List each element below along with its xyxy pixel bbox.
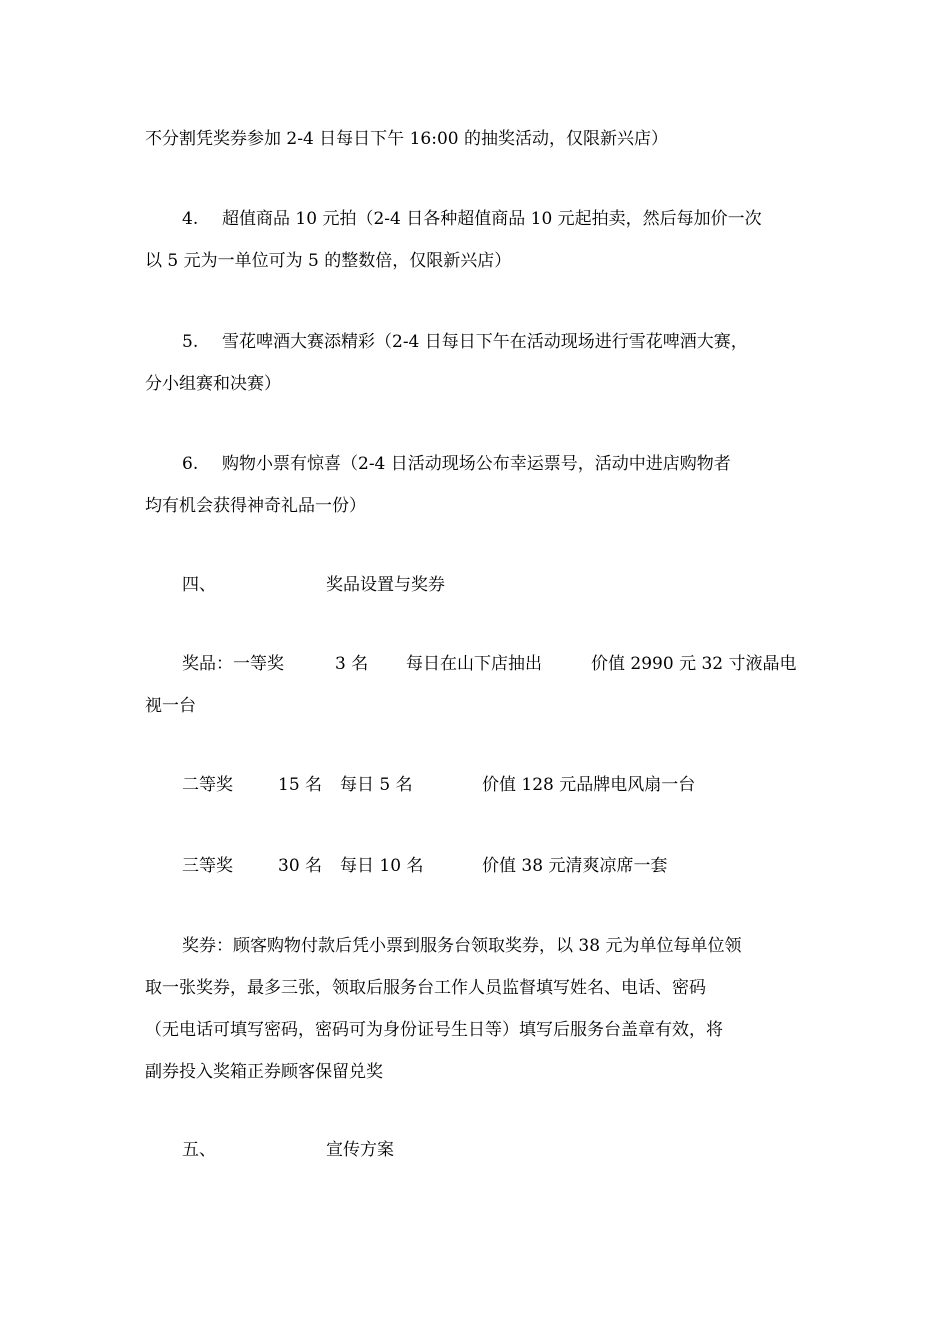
item-6-line-1: 购物小票有惊喜（2-4 日活动现场公布幸运票号，活动中进店购物者 — [222, 454, 731, 474]
item-6-line-2: 均有机会获得神奇礼品一份） — [145, 496, 366, 516]
item-5-number: 5. — [182, 332, 199, 352]
first-prize-schedule: 每日在山下店抽出 — [406, 654, 542, 674]
second-prize-label: 二等奖 — [182, 775, 233, 795]
second-prize-count: 15 名 — [278, 775, 323, 795]
item-6-number: 6. — [182, 454, 199, 474]
voucher-line-4: 副券投入奖箱正券顾客保留兑奖 — [145, 1062, 383, 1082]
third-prize-label: 三等奖 — [182, 856, 233, 876]
second-prize-value: 价值 128 元品牌电风扇一台 — [482, 775, 696, 795]
first-prize-label: 奖品：一等奖 — [182, 654, 284, 674]
section-5-title: 宣传方案 — [326, 1140, 394, 1160]
voucher-line-2: 取一张奖券，最多三张，领取后服务台工作人员监督填写姓名、电话、密码 — [145, 978, 706, 998]
item-4-line-2: 以 5 元为一单位可为 5 的整数倍，仅限新兴店） — [145, 251, 512, 271]
first-prize-value: 价值 2990 元 32 寸液晶电 — [591, 654, 797, 674]
voucher-line-1: 奖券：顾客购物付款后凭小票到服务台领取奖券，以 38 元为单位每单位领 — [182, 936, 742, 956]
section-4-title: 奖品设置与奖券 — [326, 575, 445, 595]
section-4-number: 四、 — [182, 575, 216, 595]
third-prize-count: 30 名 — [278, 856, 323, 876]
first-prize-value-continuation: 视一台 — [145, 696, 196, 716]
item-5-line-2: 分小组赛和决赛） — [145, 374, 281, 394]
second-prize-schedule: 每日 5 名 — [340, 775, 413, 795]
third-prize-schedule: 每日 10 名 — [340, 856, 424, 876]
first-prize-count: 3 名 — [335, 654, 369, 674]
section-5-number: 五、 — [182, 1140, 216, 1160]
third-prize-value: 价值 38 元清爽凉席一套 — [482, 856, 668, 876]
item-4-number: 4. — [182, 209, 199, 229]
item-4-line-1: 超值商品 10 元拍（2-4 日各种超值商品 10 元起拍卖，然后每加价一次 — [222, 209, 762, 229]
item-5-line-1: 雪花啤酒大赛添精彩（2-4 日每日下午在活动现场进行雪花啤酒大赛， — [222, 332, 748, 352]
item-3-continuation: 不分割凭奖券参加 2-4 日每日下午 16:00 的抽奖活动，仅限新兴店） — [145, 129, 668, 149]
voucher-line-3: （无电话可填写密码，密码可为身份证号生日等）填写后服务台盖章有效，将 — [145, 1020, 723, 1040]
